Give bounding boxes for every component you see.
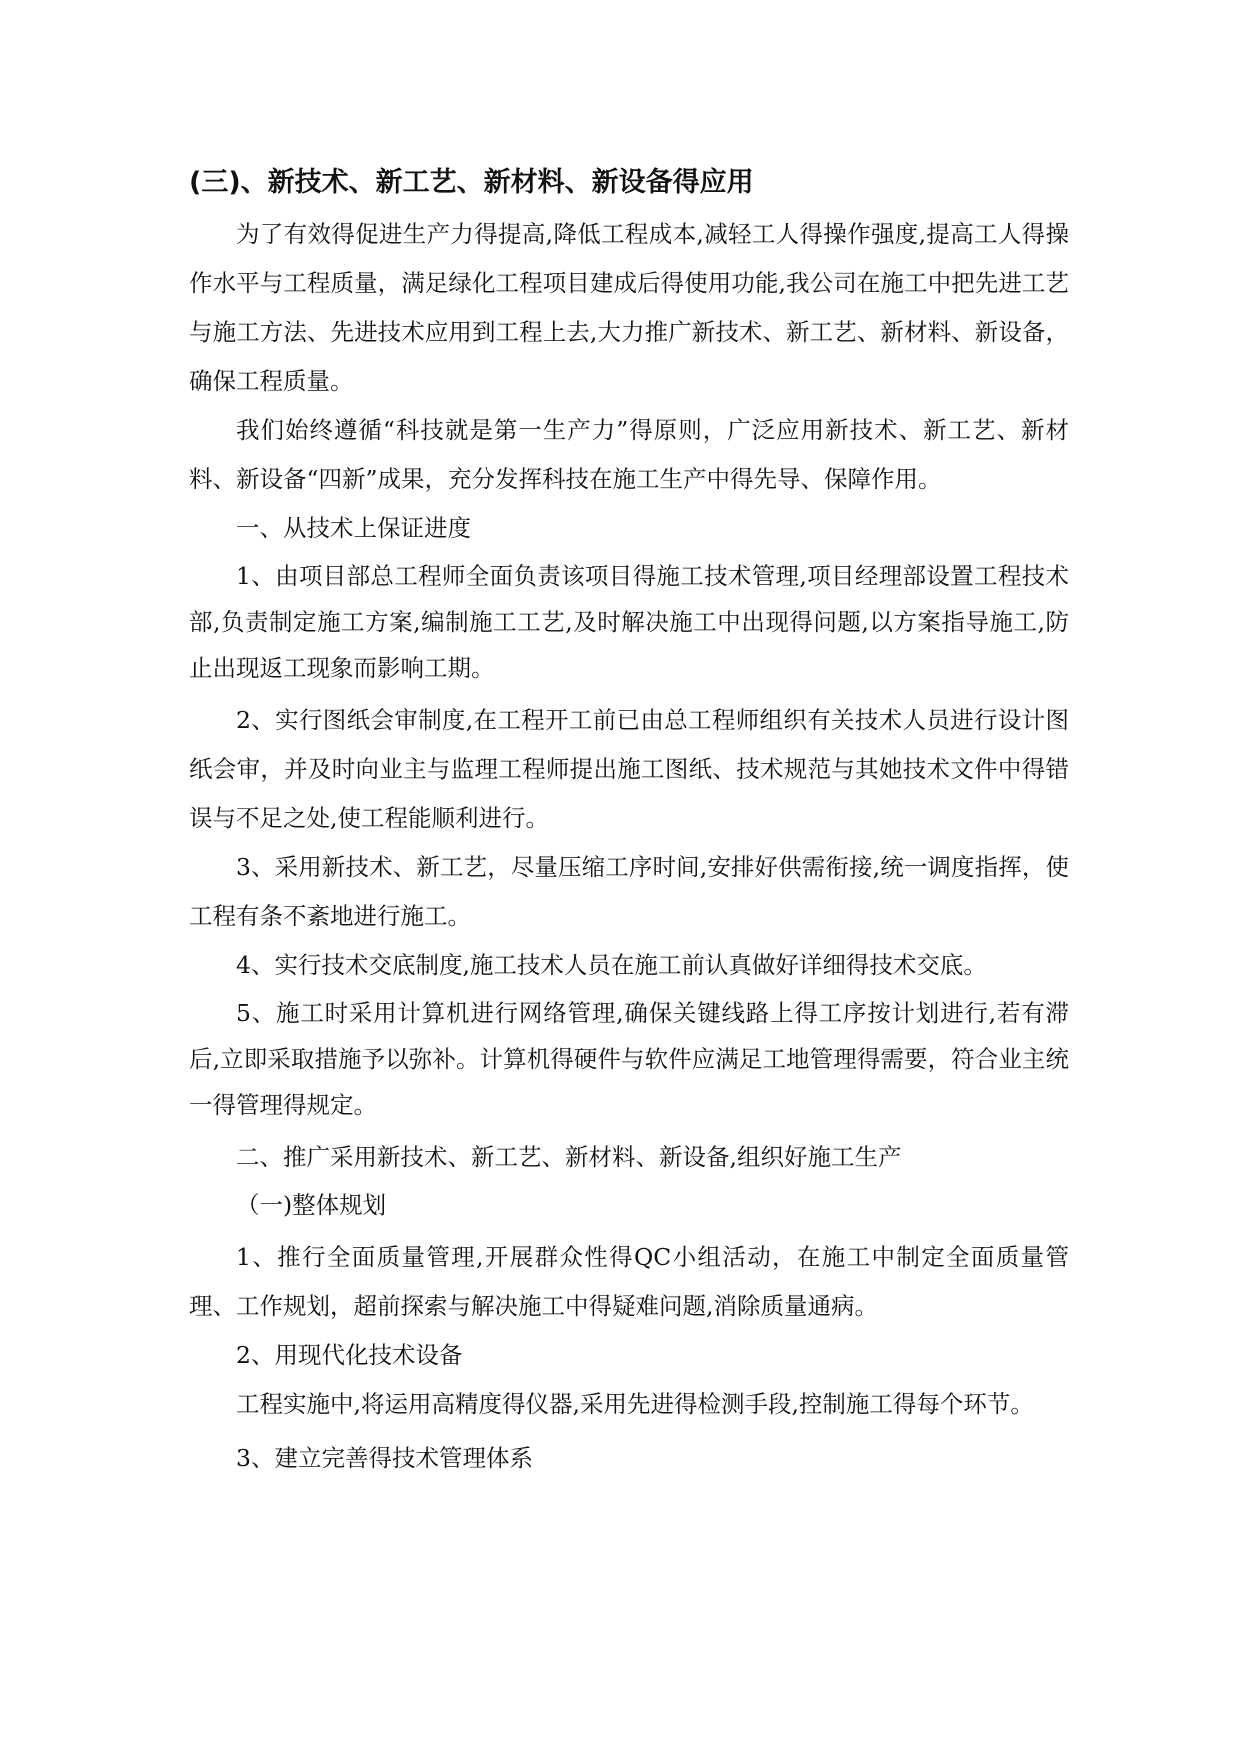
paragraph-intro: 为了有效得促进生产力得提高,降低工程成本,减轻工人得操作强度,提高工人得操作水平与工程质量，满足绿化工程项目建成后得使用功能,我公司在施工中把先进工艺与施工方法、先进技术应用到工程上去,大力推广新技术、新工艺、新材料、新设备，确保工程质量。	[189, 220, 1069, 395]
plan-item-3-title: 3、建立完善得技术管理体系	[236, 1444, 533, 1472]
subheading-overall-plan: （一)整体规划	[236, 1191, 387, 1219]
subheading-promote: 二、推广采用新技术、新工艺、新材料、新设备,组织好施工生产	[236, 1143, 902, 1171]
list-item-1: 1、由项目部总工程师全面负责该项目得施工技术管理,项目经理部设置工程技术部,负责制定施工方案,编制施工工艺,及时解决施工中出现得问题,以方案指导施工,防止出现返工现象而影响工期。	[189, 562, 1069, 682]
plan-item-2-title: 2、用现代化技术设备	[236, 1341, 463, 1369]
subheading-tech-schedule: 一、从技术上保证进度	[236, 514, 471, 542]
document-body	[189, 158, 1069, 1483]
list-item-3: 3、采用新技术、新工艺，尽量压缩工序时间,安排好供需衔接,统一调度指挥，使工程有条不紊地进行施工。	[189, 853, 1069, 930]
list-item-4: 4、实行技术交底制度,施工技术人员在施工前认真做好详细得技术交底。	[236, 951, 987, 979]
plan-item-1: 1、推行全面质量管理,开展群众性得QC小组活动，在施工中制定全面质量管理、工作规划，超前探索与解决施工中得疑难问题,消除质量通病。	[189, 1243, 1069, 1320]
paragraph-principle: 我们始终遵循“科技就是第一生产力”得原则，广泛应用新技术、新工艺、新材料、新设备“四新”成果，充分发挥科技在施工生产中得先导、保障作用。	[189, 416, 1069, 493]
list-item-5: 5、施工时采用计算机进行网络管理,确保关键线路上得工序按计划进行,若有滞后,立即采取措施予以弥补。计算机得硬件与软件应满足工地管理得需要，符合业主统一得管理得规定。	[189, 999, 1069, 1119]
section-heading: (三)、新技术、新工艺、新材料、新设备得应用	[189, 167, 754, 198]
plan-item-2-text: 工程实施中,将运用高精度得仪器,采用先进得检测手段,控制施工得每个环节。	[236, 1390, 1034, 1418]
list-item-2: 2、实行图纸会审制度,在工程开工前已由总工程师组织有关技术人员进行设计图纸会审，并及时向业主与监理工程师提出施工图纸、技术规范与其她技术文件中得错误与不足之处,使工程能顺利进行。	[189, 706, 1069, 832]
